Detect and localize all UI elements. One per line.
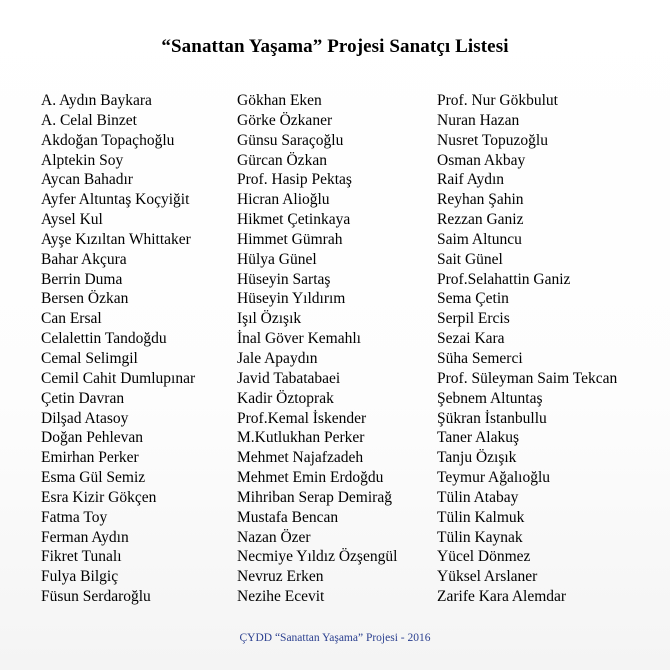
artist-name: Doğan Pehlevan [41, 429, 144, 447]
artist-name: Tanju Özışık [437, 449, 517, 467]
artist-name: Prof.Kemal İskender [237, 409, 367, 427]
artist-name: A. Aydın Baykara [41, 92, 152, 109]
artist-name: Dilşad Atasoy [41, 409, 129, 427]
artist-name: Akdoğan Topaçhoğlu [41, 131, 175, 149]
artist-name: Javid Tabatabaei [237, 369, 341, 387]
artist-name: Fulya Bilgiç [41, 568, 119, 586]
artist-name: Tülin Atabay [437, 488, 519, 506]
artist-name: Gökhan Eken [237, 92, 322, 109]
artist-name: Reyhan Şahin [437, 191, 524, 209]
artist-name: Bersen Özkan [41, 290, 129, 308]
artist-name: Serpil Ercis [437, 310, 510, 328]
artist-name: Prof. Süleyman Saim Tekcan [437, 369, 618, 387]
artist-name: Celalettin Tandoğdu [41, 330, 167, 348]
artist-name: Prof.Selahattin Ganiz [437, 270, 571, 288]
page-footer: ÇYDD “Sanattan Yaşama” Projesi - 2016 [239, 632, 431, 644]
artist-name: Prof. Nur Gökbulut [437, 92, 558, 109]
artist-name: Mustafa Bencan [237, 508, 339, 526]
artist-name: Görke Özkaner [237, 111, 333, 129]
artist-name: Şükran İstanbullu [437, 409, 547, 427]
artist-name: Esma Gül Semiz [41, 469, 146, 487]
artist-name: Osman Akbay [437, 151, 526, 169]
artist-name: Ferman Aydın [41, 528, 129, 546]
artist-name: Fatma Toy [41, 508, 108, 526]
artist-name: Raif Aydın [437, 171, 505, 189]
artist-name: Esra Kizir Gökçen [41, 488, 157, 506]
artist-name: M.Kutlukhan Perker [237, 429, 365, 447]
artist-list-column-1 [41, 91, 195, 607]
artist-name: Mehmet Najafzadeh [237, 449, 364, 467]
artist-name: Günsu Saraçoğlu [237, 131, 344, 149]
artist-name: Tülin Kaynak [437, 528, 523, 546]
artist-name: Teymur Ağalıoğlu [437, 469, 550, 487]
artist-name: Cemal Selimgil [41, 349, 138, 367]
artist-name: Ayfer Altuntaş Koçyiğit [41, 191, 190, 209]
artist-name: Nazan Özer [237, 528, 311, 546]
artist-name: Necmiye Yıldız Özşengül [237, 548, 398, 566]
artist-name: Taner Alakuş [437, 429, 519, 447]
artist-name: Süha Semerci [437, 349, 523, 367]
artist-name: Füsun Serdaroğlu [41, 588, 151, 606]
artist-name: Nusret Topuzoğlu [437, 131, 548, 149]
artist-name: Gürcan Özkan [237, 151, 327, 169]
artist-name: Alptekin Soy [41, 151, 124, 169]
artist-name: Mehmet Emin Erdoğdu [237, 469, 384, 487]
artist-name: Nuran Hazan [437, 111, 520, 129]
artist-name: A. Celal Binzet [41, 111, 137, 129]
artist-name: Hicran Alioğlu [237, 191, 330, 209]
artist-name: Kadir Öztoprak [237, 389, 334, 407]
artist-name: Işıl Özışık [237, 310, 302, 328]
artist-name: Emirhan Perker [41, 449, 139, 467]
artist-name: Bahar Akçura [41, 250, 127, 268]
artist-name: Hüseyin Sartaş [237, 270, 331, 288]
artist-name: Rezzan Ganiz [437, 211, 524, 229]
artist-name: Aysel Kul [41, 211, 103, 229]
artist-name: Çetin Davran [41, 389, 125, 407]
artist-name: Yücel Dönmez [437, 548, 531, 566]
artist-name: Sema Çetin [437, 290, 509, 308]
artist-name: Jale Apaydın [237, 349, 318, 367]
artist-list-column-2 [237, 91, 397, 607]
artist-name: Himmet Gümrah [237, 230, 343, 248]
artist-name: Nevruz Erken [237, 568, 324, 586]
artist-name: Mihriban Serap Demirağ [237, 488, 392, 506]
artist-name: Prof. Hasip Pektaş [237, 171, 352, 189]
artist-name: Nezihe Ecevit [237, 588, 325, 606]
artist-name: Zarife Kara Alemdar [437, 588, 567, 606]
artist-name: Can Ersal [41, 310, 102, 328]
artist-name: Şebnem Altuntaş [437, 389, 543, 407]
artist-name: Hülya Günel [237, 250, 317, 268]
artist-name: Cemil Cahit Dumlupınar [41, 369, 196, 387]
artist-name: Aycan Bahadır [41, 171, 133, 189]
artist-name: İnal Göver Kemahlı [237, 330, 361, 348]
artist-name: Berrin Duma [41, 270, 123, 288]
artist-name: Hüseyin Yıldırım [237, 290, 346, 308]
artist-name: Saim Altuncu [437, 230, 522, 248]
artist-name: Yüksel Arslaner [437, 568, 538, 586]
page-title: “Sanattan Yaşama” Projesi Sanatçı Listesi [161, 36, 509, 57]
artist-name: Sezai Kara [437, 330, 505, 348]
artist-name: Hikmet Çetinkaya [237, 211, 351, 229]
artist-name: Sait Günel [437, 250, 503, 268]
artist-list-column-3 [437, 91, 617, 607]
artist-name: Tülin Kalmuk [437, 508, 525, 526]
artist-name: Fikret Tunalı [41, 548, 122, 566]
artist-name: Ayşe Kızıltan Whittaker [41, 230, 191, 248]
